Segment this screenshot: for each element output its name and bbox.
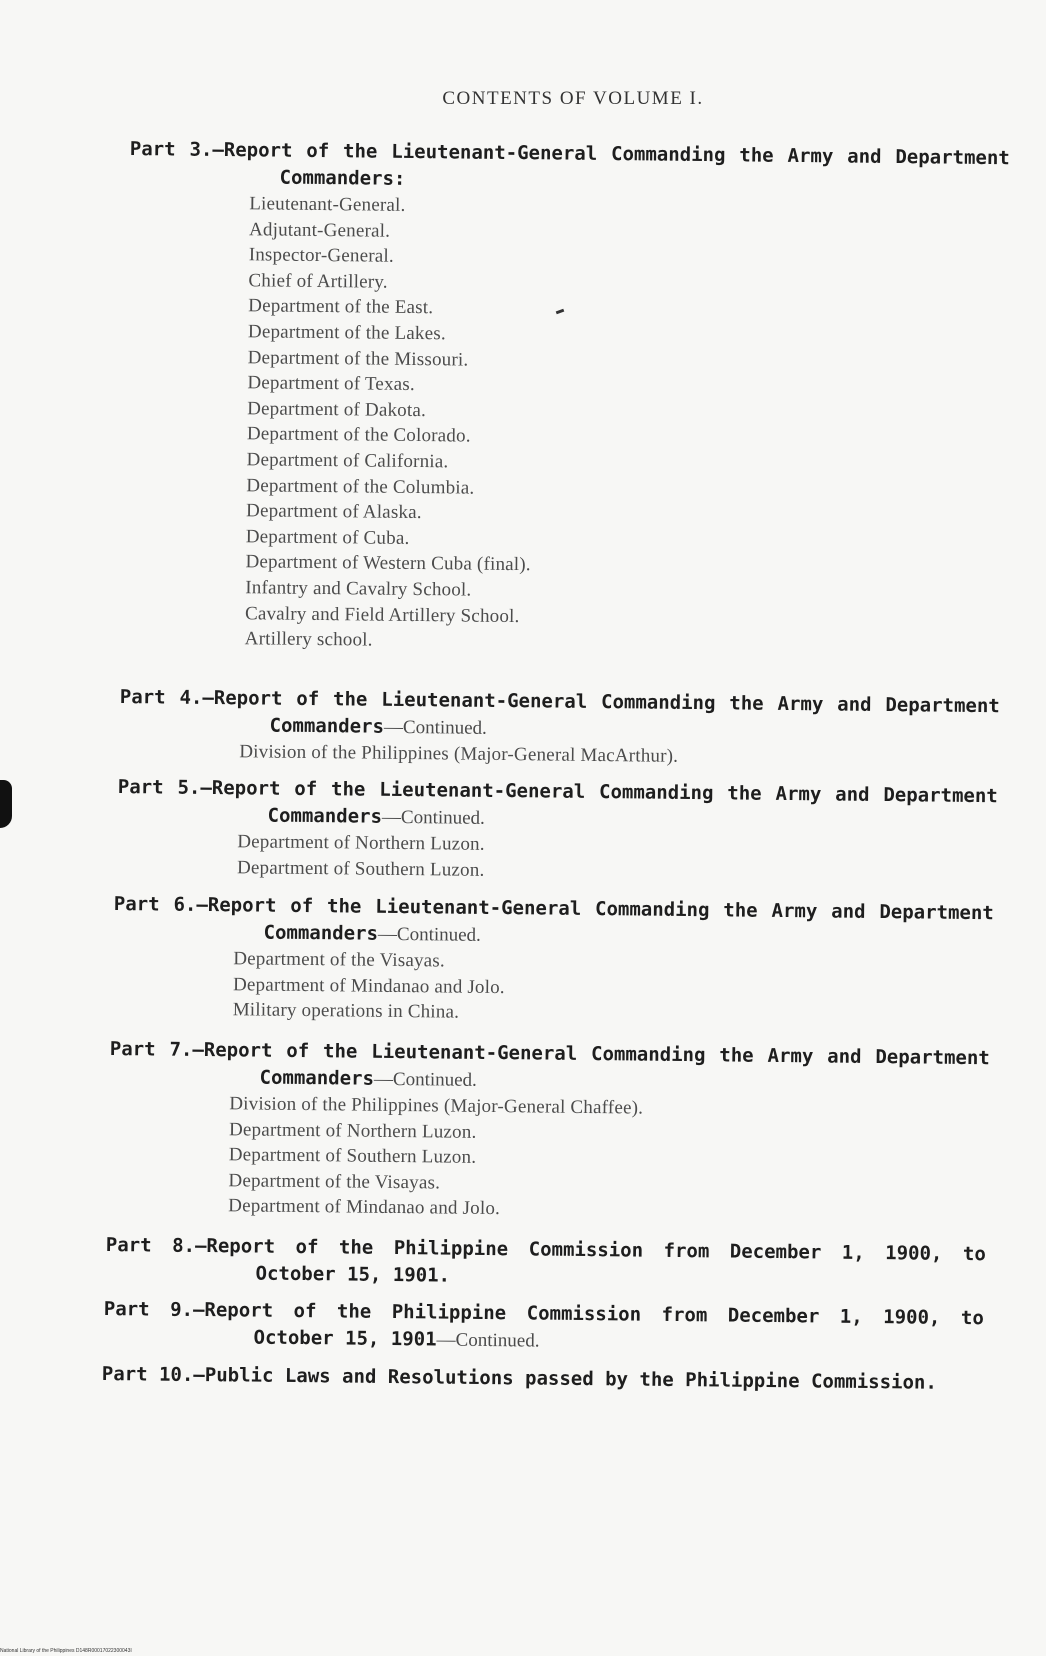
toc-sub-item: Department of the Columbia.: [246, 474, 475, 499]
toc-part: [102, 1361, 982, 1397]
part-title: —Public Laws and Resolutions passed by the Philippine Commission.: [193, 1363, 937, 1394]
toc-part: [125, 136, 1010, 660]
part-heading: [105, 1232, 986, 1295]
part-label: Part 9.: [103, 1297, 194, 1321]
part-heading: [117, 774, 998, 837]
part-label: Part 10.: [101, 1362, 194, 1386]
toc-sub-item: Adjutant-General.: [248, 218, 391, 242]
toc-sub-item: Department of Cuba.: [245, 525, 410, 549]
toc-sub-item: Department of the Missouri.: [247, 346, 469, 371]
toc-sub-item: Division of the Philippines (Major-General Chaffee).: [229, 1093, 644, 1119]
toc-sub-item: Department of the Visayas.: [233, 948, 445, 972]
part-heading: [109, 1036, 990, 1099]
toc-sub-item: Department of Mindanao and Jolo.: [228, 1195, 501, 1220]
toc-part: [103, 1296, 984, 1359]
toc-sub-item: Infantry and Cavalry School.: [245, 577, 472, 601]
toc-sub-item: Department of Mindanao and Jolo.: [232, 973, 505, 998]
toc-part: [113, 891, 994, 1031]
toc-sub-item: Inspector-General.: [248, 244, 394, 267]
toc-part: [105, 1232, 986, 1295]
toc-sub-item: Department of California.: [246, 449, 449, 473]
part-title: —Report of the Lieutenant-General Commanding the Army and Department Commanders: [196, 893, 994, 945]
toc-sub-item: Artillery school.: [244, 628, 373, 651]
part-sub-list: [117, 828, 997, 888]
continued-note: —Continued.: [436, 1329, 540, 1352]
part-label: Part 3.: [129, 137, 213, 161]
part-title: —Report of the Lieutenant-General Commanding the Army and Department Commanders: [200, 776, 998, 828]
part-label: Part 6.: [113, 892, 197, 916]
toc-part: [108, 1036, 990, 1227]
toc-sub-item: Department of Southern Luzon.: [236, 856, 485, 881]
toc-sub-item: Department of the East.: [248, 295, 434, 319]
part-title: —Report of the Lieutenant-General Commanding the Army and Department Commanders: [192, 1038, 990, 1090]
part-title: —Report of the Philippine Commission from December 1, 1900, to October 15, 1901: [192, 1298, 984, 1351]
toc-sub-item: Lieutenant-General.: [249, 193, 406, 216]
part-title: —Report of the Philippine Commission from December 1, 1900, to October 15, 1901.: [194, 1234, 986, 1287]
toc-sub-item: Department of the Colorado.: [246, 423, 471, 447]
toc-sub-item: Division of the Philippines (Major-General MacArthur).: [239, 741, 679, 767]
toc-sub-item: Military operations in China.: [232, 999, 460, 1023]
toc-sub-item: Department of Western Cuba (final).: [245, 551, 531, 576]
toc-part: [119, 684, 1000, 773]
toc-sub-item: Department of Southern Luzon.: [228, 1144, 477, 1169]
part-label: Part 7.: [109, 1037, 193, 1061]
toc-sub-item: Chief of Artillery.: [248, 270, 388, 293]
toc-sub-item: Department of Northern Luzon.: [228, 1118, 477, 1143]
toc-sub-item: Department of Dakota.: [247, 397, 427, 421]
part-title: —Report of the Lieutenant-General Commanding the Army and Department Commanders: [202, 686, 1000, 738]
continued-note: —Continued.: [381, 806, 485, 829]
part-sub-list: [108, 1090, 989, 1227]
part-heading: [113, 891, 994, 954]
toc-sub-item: Department of Texas.: [247, 372, 415, 396]
part-heading: [103, 1296, 984, 1359]
continued-note: —Continued.: [373, 1068, 477, 1091]
toc-sub-item: Cavalry and Field Artillery School.: [244, 602, 520, 627]
continued-note: —Continued.: [383, 716, 487, 739]
toc-sub-item: Department of the Lakes.: [247, 321, 446, 345]
part-heading: [129, 136, 1010, 199]
footer-credit: National Library of the Philippines D148R00017022300043I: [0, 1648, 132, 1654]
part-sub-list: [113, 945, 994, 1031]
page-edge-mark: [0, 780, 12, 828]
part-title: —Report of the Lieutenant-General Commanding the Army and Department Commanders:: [212, 138, 1010, 190]
part-label: Part 8.: [105, 1233, 196, 1257]
page-title: CONTENTS OF VOLUME I.: [442, 88, 704, 109]
part-sub-list: [125, 190, 1010, 660]
part-heading: [102, 1361, 982, 1397]
part-heading: [119, 684, 1000, 747]
toc-sub-item: Department of Northern Luzon.: [237, 831, 485, 855]
part-label: Part 4.: [119, 685, 203, 709]
toc-sub-item: Department of Alaska.: [245, 500, 422, 524]
continued-note: —Continued.: [377, 923, 481, 946]
toc-sub-item: Department of the Visayas.: [228, 1170, 441, 1194]
toc-part: [117, 774, 998, 888]
part-label: Part 5.: [117, 775, 201, 799]
